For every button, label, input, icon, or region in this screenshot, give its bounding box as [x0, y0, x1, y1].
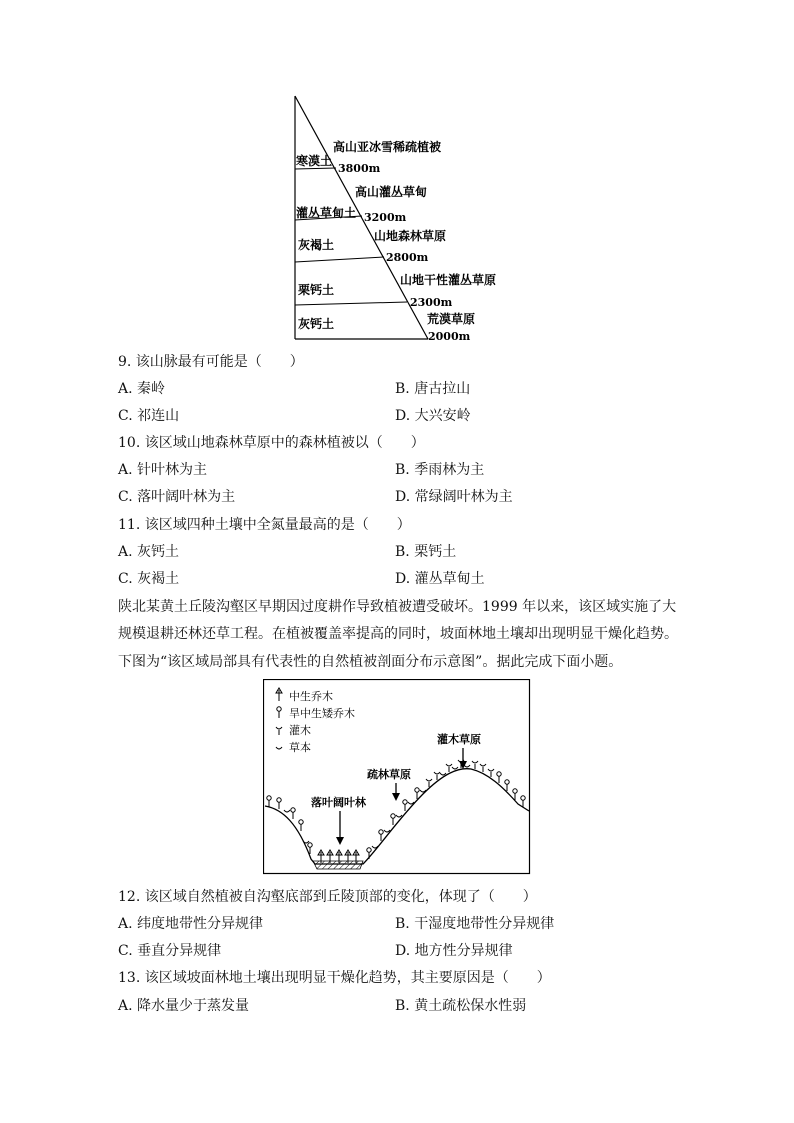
label-deciduous-forest: 落叶阔叶林: [311, 796, 366, 809]
question-10-stem: 10. 该区域山地森林草原中的森林植被以（ ）: [118, 435, 425, 451]
label-open-woodland: 疏林草原: [367, 768, 411, 781]
question-9-stem: 9. 该山脉最有可能是（ ）: [118, 354, 304, 370]
q12-option-a[interactable]: A. 纬度地带性分异规律: [118, 916, 264, 932]
vegetation-profile-figure: [263, 679, 531, 875]
veg-label-3: 山地森林草原: [374, 229, 447, 243]
elev-label-5: 2000m: [428, 330, 471, 343]
q10-option-b[interactable]: B. 季雨林为主: [395, 462, 485, 478]
veg-label-2: 高山灌丛草甸: [355, 185, 428, 199]
soil-label-3: 灰褐土: [298, 238, 335, 252]
question-13-stem: 13. 该区域坡面林地土壤出现明显干燥化趋势，其主要原因是（ ）: [118, 970, 551, 986]
elev-label-4: 2300m: [410, 296, 453, 309]
q9-option-b[interactable]: B. 唐古拉山: [395, 381, 471, 397]
q11-option-b[interactable]: B. 栗钙土: [395, 544, 457, 560]
legend-label-3: 灌木: [289, 724, 311, 737]
q10-option-d[interactable]: D. 常绿阔叶林为主: [395, 489, 513, 505]
elev-label-1: 3800m: [338, 162, 381, 175]
question-12-stem: 12. 该区域自然植被自沟壑底部到丘陵顶部的变化，体现了（ ）: [118, 889, 537, 905]
elev-label-2: 3200m: [364, 211, 407, 224]
elev-label-3: 2800m: [386, 251, 429, 264]
soil-label-2: 灌丛草甸土: [296, 206, 357, 220]
soil-label-4: 栗钙土: [298, 283, 335, 297]
question-11-stem: 11. 该区域四种土壤中全氮量最高的是（ ）: [118, 517, 411, 533]
legend-label-2: 旱中生矮乔木: [289, 707, 355, 720]
passage-line-1: 陕北某黄土丘陵沟壑区早期因过度耕作导致植被遭受破坏。1999 年以来，该区域实施了大: [118, 599, 677, 615]
q10-option-a[interactable]: A. 针叶林为主: [118, 462, 208, 478]
q12-option-d[interactable]: D. 地方性分异规律: [395, 943, 513, 959]
veg-label-4: 山地干性灌丛草原: [400, 273, 497, 287]
soil-label-5: 灰钙土: [298, 317, 335, 331]
q13-option-a[interactable]: A. 降水量少于蒸发量: [118, 998, 250, 1014]
q10-option-c[interactable]: C. 落叶阔叶林为主: [118, 489, 236, 505]
q12-option-c[interactable]: C. 垂直分异规律: [118, 943, 222, 959]
passage-line-3: 下图为“该区域局部具有代表性的自然植被剖面分布示意图”。据此完成下面小题。: [118, 654, 623, 670]
soil-label-1: 寒漠土: [296, 154, 333, 168]
label-shrub-steppe: 灌木草原: [437, 733, 481, 746]
q11-option-a[interactable]: A. 灰钙土: [118, 544, 180, 560]
legend: [276, 688, 355, 754]
q11-option-d[interactable]: D. 灌丛草甸土: [395, 571, 485, 587]
q9-option-d[interactable]: D. 大兴安岭: [395, 408, 471, 424]
legend-label-4: 草本: [289, 741, 311, 754]
q11-option-c[interactable]: C. 灰褐土: [118, 571, 180, 587]
q12-option-b[interactable]: B. 干湿度地带性分异规律: [395, 916, 555, 932]
q9-option-c[interactable]: C. 祁连山: [118, 408, 180, 424]
veg-label-5: 荒漠草原: [427, 312, 476, 326]
passage-line-2: 规模退耕还林还草工程。在植被覆盖率提高的同时，坡面林地土壤却出现明显干燥化趋势。: [118, 626, 678, 642]
veg-label-1: 高山亚冰雪稀疏植被: [333, 140, 442, 154]
q9-option-a[interactable]: A. 秦岭: [118, 381, 166, 397]
q13-option-b[interactable]: B. 黄土疏松保水性弱: [395, 998, 527, 1014]
legend-label-1: 中生乔木: [289, 690, 333, 703]
vertical-zonation-figure: [280, 92, 510, 346]
